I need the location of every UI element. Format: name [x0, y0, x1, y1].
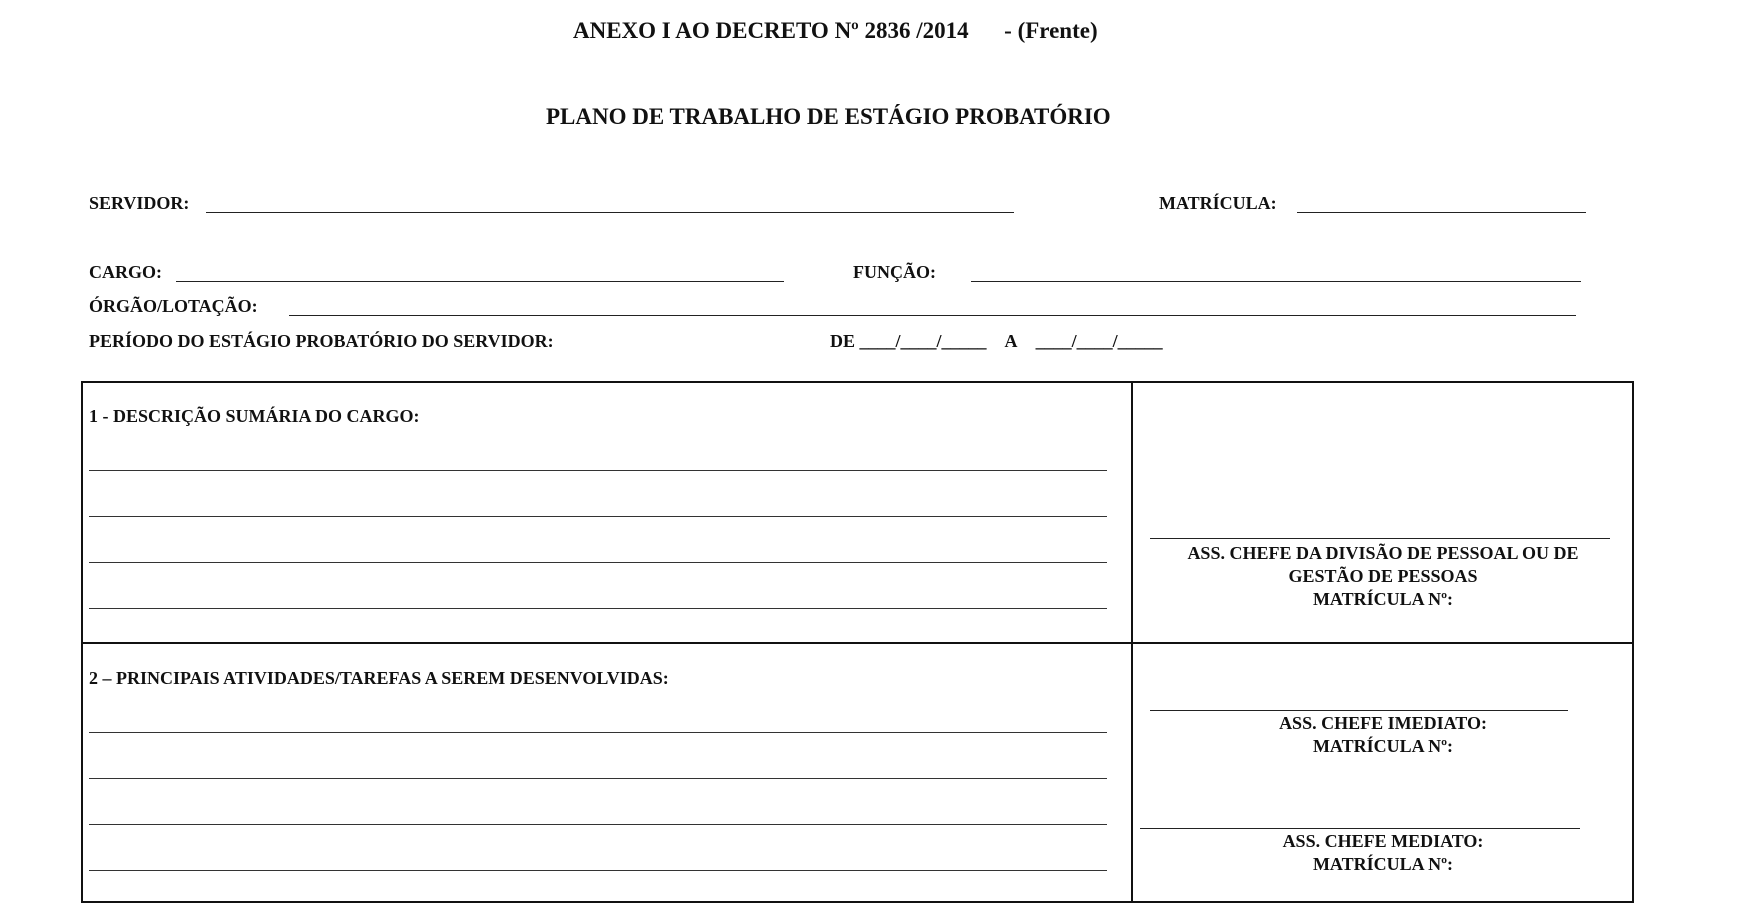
decree-title-text: ANEXO I AO DECRETO Nº 2836 /2014	[573, 18, 969, 43]
servidor-field[interactable]	[206, 212, 1014, 213]
immediate-signature-block	[1133, 712, 1633, 758]
section1-line[interactable]	[89, 562, 1107, 563]
section1-line[interactable]	[89, 470, 1107, 471]
cargo-field[interactable]	[176, 281, 784, 282]
mediate-matricula-label: MATRÍCULA Nº:	[1312, 854, 1454, 874]
section1-line[interactable]	[89, 608, 1107, 609]
funcao-label: FUNÇÃO:	[853, 262, 936, 282]
page-side-label: - (Frente)	[1004, 18, 1098, 43]
periodo-label: PERÍODO DO ESTÁGIO PROBATÓRIO DO SERVIDOR:	[89, 331, 554, 351]
section2-line[interactable]	[89, 732, 1107, 733]
personnel-matricula-label: MATRÍCULA Nº:	[1312, 589, 1454, 609]
date-from-field[interactable]: ____/____/_____	[859, 331, 987, 351]
orgao-label: ÓRGÃO/LOTAÇÃO:	[89, 296, 258, 316]
immediate-signature-title: ASS. CHEFE IMEDIATO:	[1279, 713, 1487, 733]
date-to-field[interactable]: ____/____/_____	[1035, 331, 1163, 351]
mediate-signature-title: ASS. CHEFE MEDIATO:	[1282, 831, 1484, 851]
matricula-field[interactable]	[1297, 212, 1586, 213]
decree-title	[573, 18, 1098, 44]
de-label: DE	[830, 331, 856, 351]
cargo-label: CARGO:	[89, 262, 162, 282]
table-row-divider	[81, 642, 1634, 644]
personnel-signature-title-2: GESTÃO DE PESSOAS	[1288, 566, 1478, 586]
section2-line[interactable]	[89, 778, 1107, 779]
section2-line[interactable]	[89, 824, 1107, 825]
mediate-signature-line[interactable]	[1140, 828, 1580, 829]
mediate-signature-block	[1133, 830, 1633, 876]
section1-title: 1 - DESCRIÇÃO SUMÁRIA DO CARGO:	[89, 406, 420, 426]
form-title: PLANO DE TRABALHO DE ESTÁGIO PROBATÓRIO	[546, 104, 1111, 129]
orgao-field[interactable]	[289, 315, 1576, 316]
personnel-signature-line[interactable]	[1150, 538, 1610, 539]
matricula-label: MATRÍCULA:	[1159, 193, 1277, 213]
servidor-label: SERVIDOR:	[89, 193, 190, 213]
period-dates	[830, 331, 1163, 352]
immediate-signature-line[interactable]	[1150, 710, 1568, 711]
section2-line[interactable]	[89, 870, 1107, 871]
personnel-signature-title: ASS. CHEFE DA DIVISÃO DE PESSOAL OU DE	[1187, 543, 1579, 563]
section2-title: 2 – PRINCIPAIS ATIVIDADES/TAREFAS A SEREM DESENVOLVIDAS:	[89, 668, 669, 688]
personnel-signature-block	[1133, 542, 1633, 611]
a-label: A	[1004, 331, 1017, 351]
section1-line[interactable]	[89, 516, 1107, 517]
immediate-matricula-label: MATRÍCULA Nº:	[1312, 736, 1454, 756]
funcao-field[interactable]	[971, 281, 1581, 282]
